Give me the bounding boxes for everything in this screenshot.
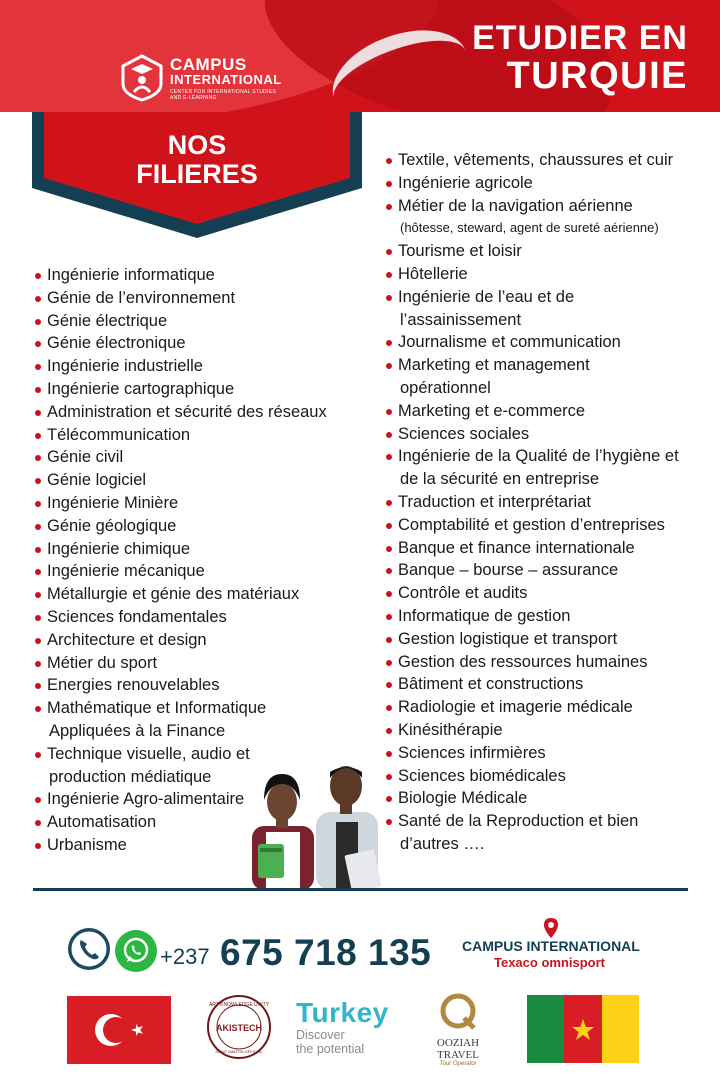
program-right-item: Banque et finance internationale <box>385 537 679 560</box>
program-right-item: Banque – bourse – assurance <box>385 559 679 582</box>
program-right-item: de la sécurité en entreprise <box>400 470 600 489</box>
ooziah-emblem-icon <box>438 992 478 1030</box>
program-left-item: Appliquées à la Finance <box>49 721 226 740</box>
turkey-tourism-logo <box>296 998 396 1056</box>
program-right-item: Bâtiment et constructions <box>385 673 679 696</box>
program-left-item: Génie logiciel <box>34 469 327 492</box>
program-right-item: (hôtesse, steward, agent de sureté aérienne) <box>400 220 659 236</box>
program-left-item: Ingénierie Agro-alimentaire <box>34 788 327 811</box>
location-pin-icon <box>544 918 558 938</box>
program-left-item: Mathématique et Informatique <box>34 697 327 720</box>
program-right-item: Gestion des ressources humaines <box>385 651 679 674</box>
campus-international-logo <box>120 54 282 102</box>
program-left-item: Télécommunication <box>34 424 327 447</box>
program-right-item: Sciences infirmières <box>385 742 679 765</box>
program-left-item: Ingénierie chimique <box>34 538 327 561</box>
program-left-item: Architecture et design <box>34 629 327 652</box>
program-left-item: Ingénierie Minière <box>34 492 327 515</box>
office-location: Texaco omnisport <box>494 955 606 970</box>
program-right-item: Ingénierie de l’eau et de <box>385 286 679 309</box>
akistech-logo <box>206 994 272 1060</box>
program-right-item: Tourisme et loisir <box>385 240 679 263</box>
turkey-tag-line-2: the potential <box>296 1042 365 1056</box>
header-banner <box>0 0 720 112</box>
program-left-item: Administration et sécurité des réseaux <box>34 401 327 424</box>
program-right-item: Marketing et management <box>385 354 679 377</box>
program-left-item: Energies renouvelables <box>34 674 327 697</box>
program-right-item: Comptabilité et gestion d’entreprises <box>385 514 679 537</box>
ooziah-travel-logo <box>416 992 500 1067</box>
banner-title-line-1: NOS <box>167 130 227 160</box>
program-left-item: Sciences fondamentales <box>34 606 327 629</box>
banner-title-line-2: FILIERES <box>136 159 258 189</box>
program-right-item: Journalisme et communication <box>385 331 679 354</box>
program-left-item: Métier du sport <box>34 652 327 675</box>
turkey-flag <box>67 996 171 1064</box>
akis-name: AKISTECH <box>215 1023 263 1033</box>
program-right-item: Marketing et e-commerce <box>385 400 679 423</box>
turkey-tag-line-1: Discover <box>296 1028 345 1042</box>
program-right-item: Gestion logistique et transport <box>385 628 679 651</box>
program-left-item: Génie de l’environnement <box>34 287 327 310</box>
program-right-item: Biologie Médicale <box>385 787 679 810</box>
program-left-item: Ingénierie mécanique <box>34 560 327 583</box>
program-right-item: Textile, vêtements, chaussures et cuir <box>385 149 679 172</box>
program-right-item: opérationnel <box>400 378 491 397</box>
program-left-item: Génie géologique <box>34 515 327 538</box>
program-right-item: Sciences sociales <box>385 423 679 446</box>
footer-divider <box>33 888 688 891</box>
program-left-item: Métallurgie et génie des matériaux <box>34 583 327 606</box>
program-left-item: Ingénierie industrielle <box>34 355 327 378</box>
logo-tagline: CENTER FOR INTERNATIONAL STUDIES AND E-LEARNING <box>170 88 276 101</box>
program-right-item: Hôtellerie <box>385 263 679 286</box>
phone-prefix: +237 <box>160 944 210 969</box>
program-right-item: d’autres …. <box>400 834 485 853</box>
program-left-item: Génie électronique <box>34 332 327 355</box>
ooziah-name: OOZIAH TRAVEL <box>436 1037 480 1061</box>
whatsapp-icon[interactable] <box>115 930 157 972</box>
program-right-item: Traduction et interprétariat <box>385 491 679 514</box>
page-title <box>472 20 688 96</box>
program-right-item: Ingénierie de la Qualité de l’hygiène et <box>385 445 679 468</box>
program-left-item: Génie électrique <box>34 310 327 333</box>
program-right-item: Métier de la navigation aérienne <box>385 195 679 218</box>
office-name: CAMPUS INTERNATIONAL <box>462 938 640 954</box>
program-right-item: Santé de la Reproduction et bien <box>385 810 679 833</box>
cameroon-flag <box>527 995 639 1063</box>
program-right-item: Kinésithérapie <box>385 719 679 742</box>
program-left-item: production médiatique <box>49 767 212 786</box>
graduate-shield-icon <box>120 54 164 102</box>
program-left-item: Ingénierie informatique <box>34 264 327 287</box>
akis-ring-text: ART KNOWLEDGE UNITY <box>208 1002 270 1008</box>
program-right-item: Ingénierie agricole <box>385 172 679 195</box>
ooziah-subtitle: Tour Operator <box>439 1061 477 1067</box>
program-right-item: l’assainissement <box>400 310 522 329</box>
logo-name: CAMPUS <box>170 54 247 74</box>
program-right-item: Informatique de gestion <box>385 605 679 628</box>
program-left-item: Urbanisme <box>34 834 327 857</box>
phone-icon[interactable] <box>68 928 110 970</box>
students-photo <box>248 760 384 890</box>
program-right-item: Sciences biomédicales <box>385 765 679 788</box>
title-line-2: TURQUIE <box>506 55 688 97</box>
programs-list-right <box>385 149 679 856</box>
program-left-item: Ingénierie cartographique <box>34 378 327 401</box>
program-left-item: Automatisation <box>34 811 327 834</box>
program-left-item: Technique visuelle, audio et <box>34 743 327 766</box>
program-right-item: Radiologie et imagerie médicale <box>385 696 679 719</box>
akis-bottom-text: SAINT MARTIN OFFICIAL <box>215 1049 263 1054</box>
program-left-item: Génie civil <box>34 446 327 469</box>
phone-number[interactable]: 675 718 135 <box>220 932 432 973</box>
section-banner <box>32 112 362 238</box>
title-line-1: ETUDIER EN <box>472 19 688 57</box>
program-right-item: Contrôle et audits <box>385 582 679 605</box>
turkey-brand-word: Turkey <box>296 997 389 1028</box>
logo-name-2: INTERNATIONAL <box>170 71 282 87</box>
